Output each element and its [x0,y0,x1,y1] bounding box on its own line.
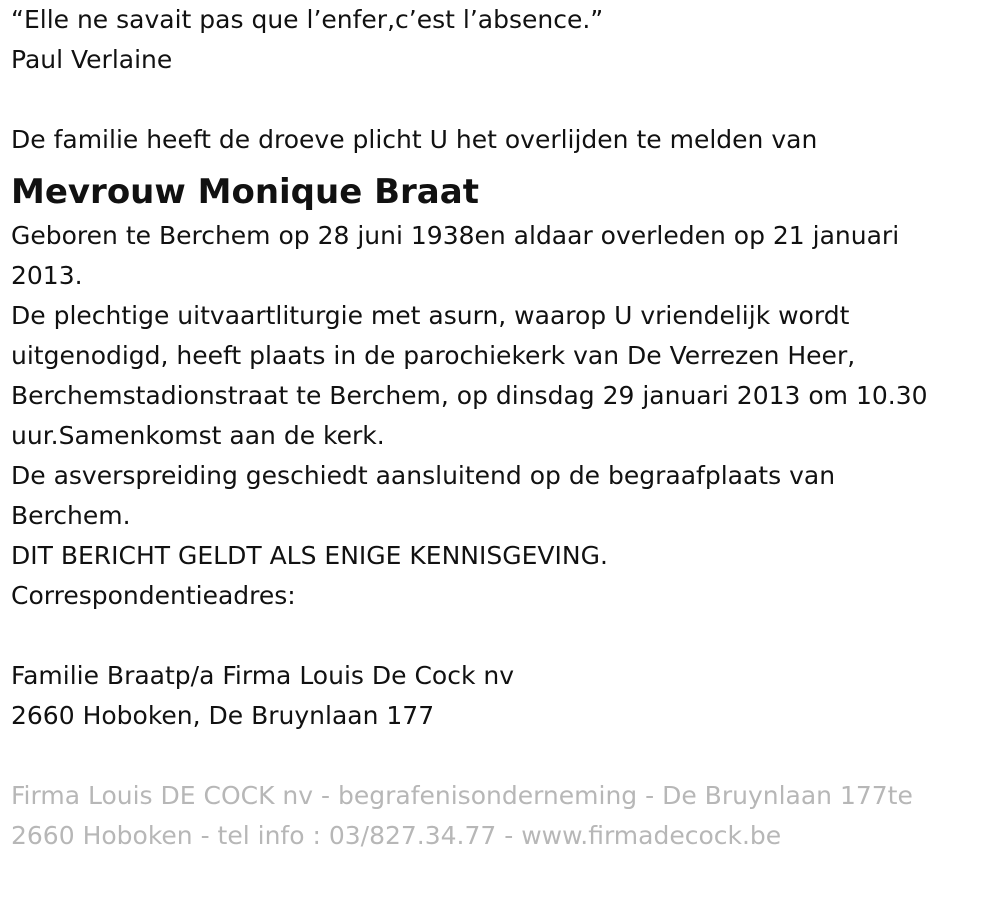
spacer [11,80,991,120]
body-line: uur.Samenkomst aan de kerk. [11,421,385,450]
deceased-name: Mevrouw Monique Braat [11,172,479,212]
body-line: 2013. [11,261,83,290]
spacer [11,736,991,776]
body-line: DIT BERICHT GELDT ALS ENIGE KENNISGEVING. [11,541,608,570]
spacer [11,616,991,656]
correspondence-address [11,656,991,736]
intro-text: De familie heeft de droeve plicht U het overlijden te melden van [11,125,818,154]
body-line: uitgenodigd, heeft plaats in de parochiekerk van De Verrezen Heer, [11,341,856,370]
body-line: De plechtige uitvaartliturgie met asurn, waarop U vriendelijk wordt [11,301,850,330]
footer-line: 2660 Hoboken - tel info : 03/827.34.77 - www.firmadecock.be [11,821,782,850]
footer-line: Firma Louis DE COCK nv - begrafenisonderneming - De Bruynlaan 177te [11,781,913,810]
body-line: Correspondentieadres: [11,581,296,610]
body-line: Berchemstadionstraat te Berchem, op dinsdag 29 januari 2013 om 10.30 [11,381,928,410]
funeral-home-footer [11,776,991,856]
body-line: Geboren te Berchem op 28 juni 1938en aldaar overleden op 21 januari [11,221,900,250]
notice-body [11,216,991,616]
address-line: 2660 Hoboken, De Bruynlaan 177 [11,701,435,730]
address-line: Familie Braatp/a Firma Louis De Cock nv [11,661,515,690]
death-notice [11,0,991,856]
body-line: De asverspreiding geschiedt aansluitend op de begraafplaats van [11,461,836,490]
quote-author: Paul Verlaine [11,45,173,74]
quote-text: “Elle ne savait pas que l’enfer,c’est l’absence.” [11,5,604,34]
body-line: Berchem. [11,501,131,530]
